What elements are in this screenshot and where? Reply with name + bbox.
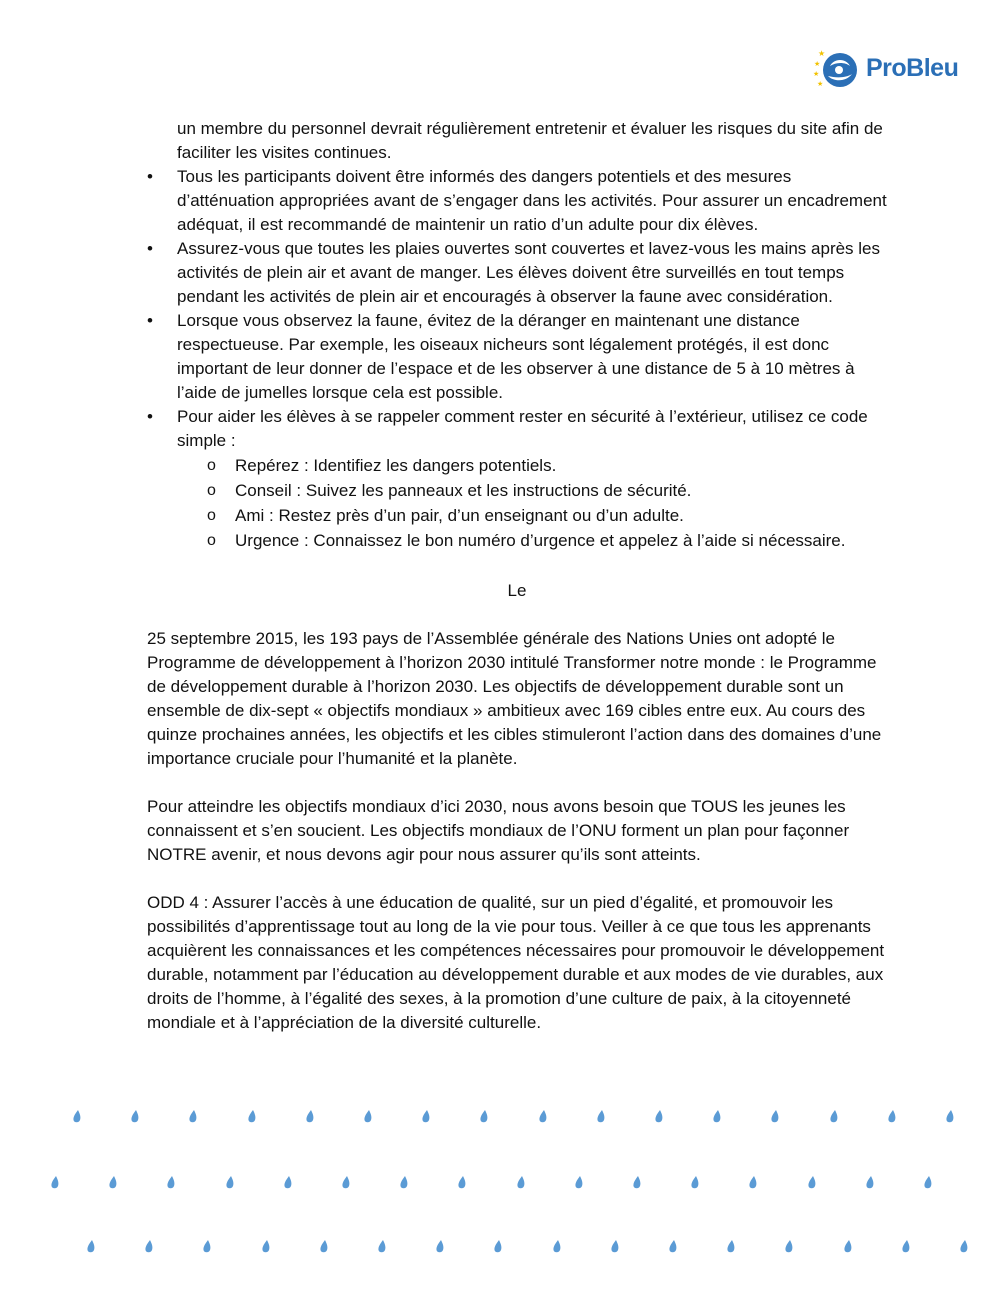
section-heading-fragment: Le [507,581,527,600]
bullet-item [147,165,887,237]
sub-list-item [147,528,887,553]
bullet-item [147,237,887,309]
svg-text:★: ★ [817,80,824,88]
water-drop-icon [202,1240,212,1254]
water-drop-icon [86,1240,96,1254]
probleu-emblem-icon [812,46,862,90]
bullet-icon: • [147,167,153,186]
bullet-continuation: un membre du personnel devrait régulièrement entretenir et évaluer les risques du site afin de faciliter les visites continues. [177,119,883,162]
bullet-text: Tous les participants doivent être informés des dangers potentiels et des mesures d’atténuation appropriées avant de s’engager dans les activités. Pour assurer un encadrement adéquat, il est recommandé de maintenir un ratio d’un adulte pour dix élèves. [177,167,887,234]
safety-code-sublist [147,453,887,553]
paragraph-global-goals: Pour atteindre les objectifs mondiaux d’ici 2030, nous avons besoin que TOUS les jeunes les connaissent et s’en soucient. Les objectifs mondiaux de l’ONU forment un plan pour façonner NOTRE avenir, et nous devons agir pour nous assurer qu’ils sont atteints. [147,797,850,864]
bullet-text: Pour aider les élèves à se rappeler comment rester en sécurité à l’extérieur, utilisez ce code simple : [177,407,868,450]
water-drop-icon [574,1176,584,1190]
bullet-item [147,405,887,453]
circle-bullet-icon: o [207,482,216,499]
sub-item-text: Conseil : Suivez les panneaux et les instructions de sécurité. [235,481,692,500]
water-drop-pattern [0,1100,1000,1270]
water-drop-icon [610,1240,620,1254]
water-drop-icon [945,1110,955,1124]
water-drop-icon [516,1176,526,1190]
water-drop-icon [247,1110,257,1124]
circle-bullet-icon: o [207,457,216,474]
water-drop-icon [654,1110,664,1124]
water-drop-icon [399,1176,409,1190]
water-drop-icon [668,1240,678,1254]
bullet-icon: • [147,239,153,258]
water-drop-icon [305,1110,315,1124]
water-drop-icon [50,1176,60,1190]
water-drop-icon [493,1240,503,1254]
svg-text:★: ★ [813,70,820,78]
water-drop-icon [457,1176,467,1190]
water-drop-icon [807,1176,817,1190]
water-drop-icon [108,1176,118,1190]
logo-text: ProBleu [866,54,959,82]
paragraph-sdg4: ODD 4 : Assurer l’accès à une éducation de qualité, sur un pied d’égalité, et promouvoir les possibilités d’apprentissage tout au long de la vie pour tous. Veiller à ce que tous les apprenants acquièrent les connaissances et les compétences nécessaires pour promouvoir le développement durable, notamment par l’éducation au développement durable et aux modes de vie durables, aux droits de l’homme, à l’égalité des sexes, à la promotion d’une culture de paix, à la citoyenneté mondiale et à l’appréciation de la diversité culturelle. [147,893,885,1032]
sub-item-text: Urgence : Connaissez le bon numéro d’urgence et appelez à l’aide si nécessaire. [235,531,846,550]
bullet-icon: • [147,311,153,330]
water-drop-icon [843,1240,853,1254]
sub-list-item [147,478,887,503]
water-drop-icon [538,1110,548,1124]
sub-list-item [147,453,887,478]
water-drop-icon [596,1110,606,1124]
water-drop-icon [261,1240,271,1254]
water-drop-icon [829,1110,839,1124]
bullet-icon: • [147,407,153,426]
water-drop-icon [748,1176,758,1190]
water-drop-icon [887,1110,897,1124]
water-drop-icon [923,1176,933,1190]
water-drop-icon [552,1240,562,1254]
water-drop-icon [72,1110,82,1124]
paragraph-agenda-2030: 25 septembre 2015, les 193 pays de l’Assemblée générale des Nations Unies ont adopté le Programme de développement à l’horizon 2030 intitulé Transformer notre monde : le Programme de développement durable à l’horizon 2030. Les objectifs de développement durable sont un ensemble de dix-sept « objectifs mondiaux » ambitieux avec 169 cibles entre eux. Au cours des quinze prochaines années, les objectifs et les cibles stimuleront l’action dans des domaines d’une importance cruciale pour l’humanité et la planète. [147,629,882,768]
water-drop-icon [341,1176,351,1190]
water-drop-icon [435,1240,445,1254]
document-body [147,117,887,1035]
circle-bullet-icon: o [207,507,216,524]
water-drop-icon [726,1240,736,1254]
sub-item-text: Repérez : Identifiez les dangers potentiels. [235,456,557,475]
water-drop-icon [363,1110,373,1124]
sub-list-item [147,503,887,528]
water-drop-icon [225,1176,235,1190]
water-drop-icon [865,1176,875,1190]
water-drop-icon [283,1176,293,1190]
water-drop-icon [770,1110,780,1124]
safety-bullet-list [147,165,887,453]
water-drop-icon [901,1240,911,1254]
water-drop-icon [712,1110,722,1124]
svg-text:★: ★ [818,49,826,58]
water-drop-icon [421,1110,431,1124]
bullet-text: Lorsque vous observez la faune, évitez de la déranger en maintenant une distance respectueuse. Par exemple, les oiseaux nicheurs sont légalement protégés, il est donc important de leur donner de l’espace et de les observer à une distance de 5 à 10 mètres à l’aide de jumelles lorsque cela est possible. [177,311,855,402]
water-drop-icon [166,1176,176,1190]
probleu-logo [812,46,962,90]
water-drop-icon [144,1240,154,1254]
svg-text:★: ★ [814,60,821,68]
bullet-text: Assurez-vous que toutes les plaies ouvertes sont couvertes et lavez-vous les mains après les activités de plein air et avant de manger. Les élèves doivent être surveillés en tout temps pendant les activités de plein air et encouragés à observer la faune avec considération. [177,239,881,306]
water-drop-icon [188,1110,198,1124]
water-drop-icon [959,1240,969,1254]
sub-item-text: Ami : Restez près d’un pair, d’un enseignant ou d’un adulte. [235,506,684,525]
water-drop-icon [690,1176,700,1190]
water-drop-icon [130,1110,140,1124]
water-drop-icon [377,1240,387,1254]
water-drop-icon [319,1240,329,1254]
water-drop-icon [479,1110,489,1124]
circle-bullet-icon: o [207,532,216,549]
bullet-item [147,309,887,405]
water-drop-icon [632,1176,642,1190]
water-drop-icon [784,1240,794,1254]
